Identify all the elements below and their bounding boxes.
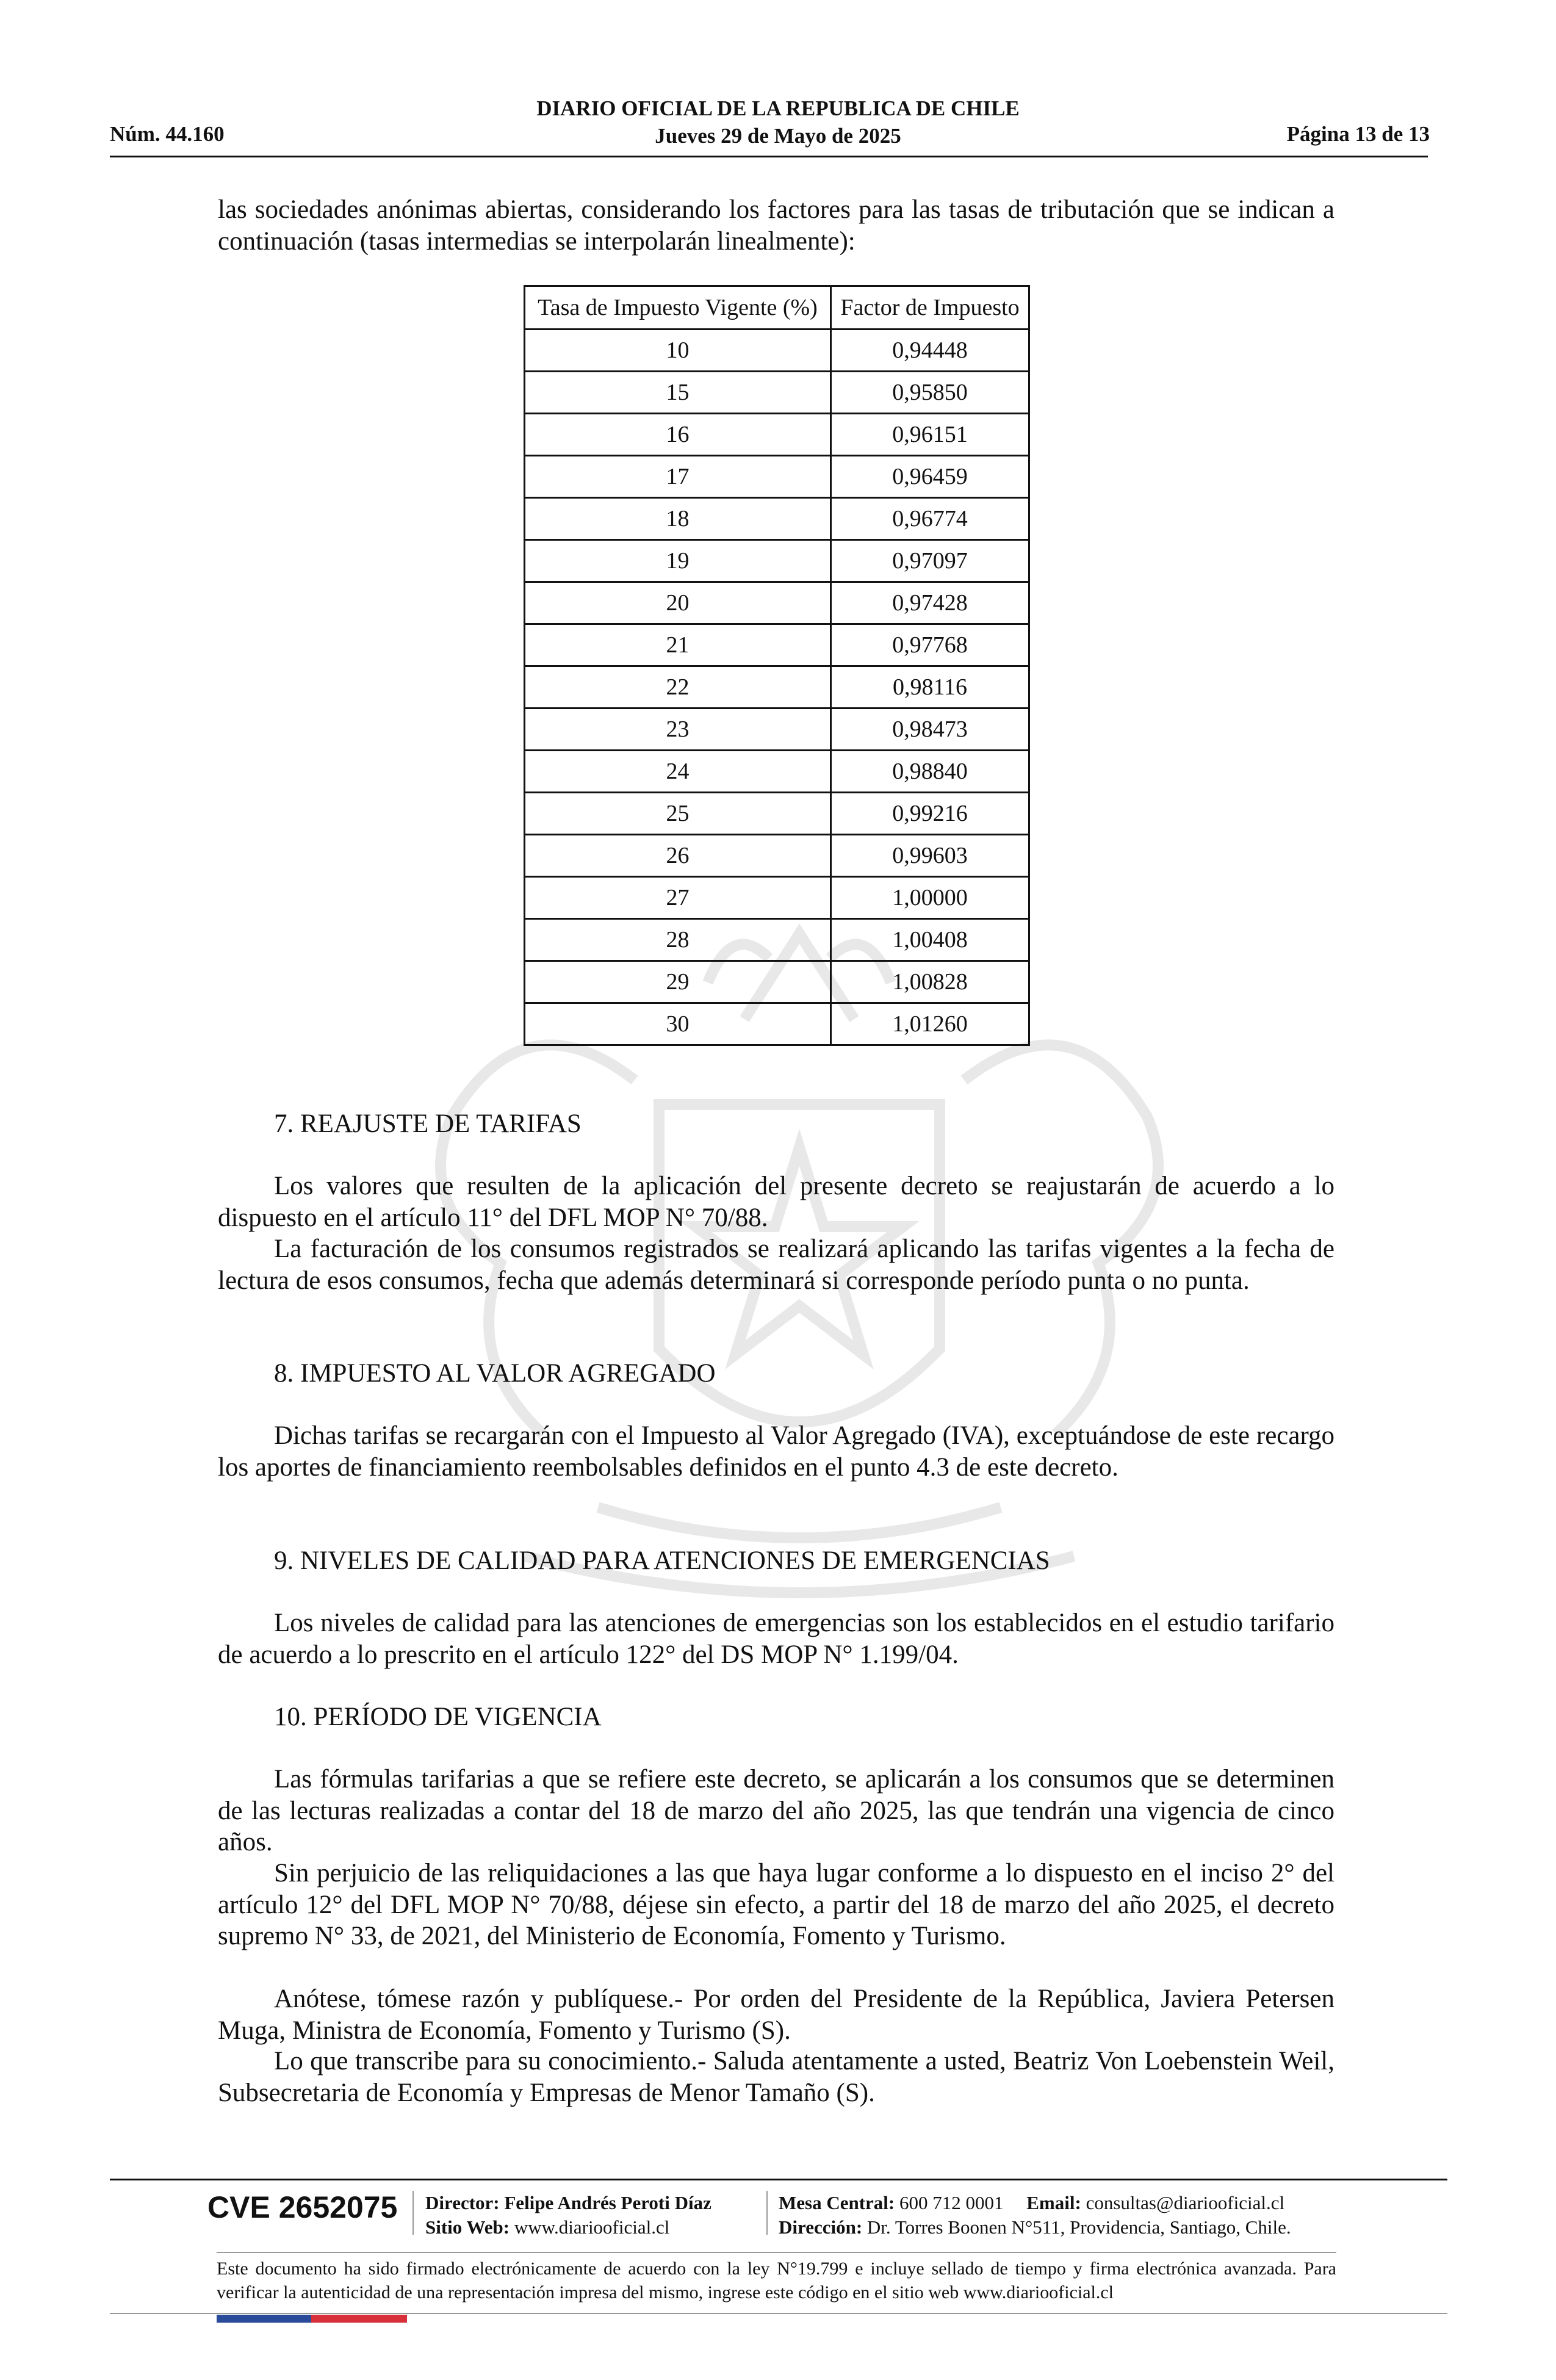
- footer-divider: [110, 2179, 1447, 2180]
- tax-rate-cell: 23: [525, 709, 831, 751]
- table-row: [525, 751, 1029, 793]
- publication-title: DIARIO OFICIAL DE LA REPUBLICA DE CHILE: [536, 96, 1020, 120]
- footer-separator: [412, 2191, 414, 2235]
- tax-factor-cell: 0,98840: [831, 751, 1029, 793]
- tax-factor-cell: 0,96459: [831, 456, 1029, 498]
- website-line: [425, 2215, 669, 2240]
- table-row: [525, 624, 1029, 666]
- tax-rate-cell: 18: [525, 498, 831, 540]
- tax-rate-cell: 29: [525, 961, 831, 1003]
- mesa-central-phone: 600 712 0001: [899, 2192, 1004, 2213]
- tax-rate-cell: 20: [525, 582, 831, 624]
- email-link[interactable]: consultas@diariooficial.cl: [1086, 2192, 1285, 2213]
- tax-factor-cell: 0,99603: [831, 835, 1029, 877]
- tax-factor-cell: 0,99216: [831, 793, 1029, 835]
- footer-bottom-divider: [110, 2313, 1447, 2314]
- table-row: [525, 709, 1029, 751]
- closing-paragraph-1: Anótese, tómese razón y publíquese.- Por orden del Presidente de la República, Javiera Petersen Muga, Ministra de Economía, Fomento y Turismo (S).: [218, 1985, 1334, 2045]
- table-row: [525, 330, 1029, 372]
- electronic-signature-note: Este documento ha sido firmado electrónicamente de acuerdo con la ley N°19.799 e incluye sellado de tiempo y firma electrónica avanzada. Para verificar la autenticidad de una representación impresa del mismo, ingrese este código en el sitio web www.diariooficial.cl: [217, 2259, 1336, 2302]
- footer-inner-divider: [217, 2252, 1336, 2253]
- table-row: [525, 793, 1029, 835]
- table-row: [525, 835, 1029, 877]
- address-value: Dr. Torres Boonen N°511, Providencia, Santiago, Chile.: [866, 2216, 1291, 2238]
- table-row: [525, 919, 1029, 961]
- cve-code: CVE 2652075: [207, 2190, 398, 2224]
- flag-stripe-blue: [217, 2315, 311, 2323]
- section-9-paragraph-1: Los niveles de calidad para las atenciones de emergencias son los establecidos en el estudio tarifario de acuerdo a lo prescrito en el artículo 122° del DS MOP N° 1.199/04.: [218, 1609, 1334, 1669]
- tax-factor-cell: 0,96151: [831, 414, 1029, 456]
- tax-rate-cell: 17: [525, 456, 831, 498]
- table-row: [525, 1003, 1029, 1045]
- tax-rate-cell: 15: [525, 372, 831, 414]
- email-label: Email:: [1026, 2192, 1081, 2213]
- tax-factor-cell: 1,00000: [831, 877, 1029, 919]
- section-heading-7: 7. REAJUSTE DE TARIFAS: [274, 1109, 582, 1138]
- intro-paragraph: las sociedades anónimas abiertas, considerando los factores para las tasas de tributación que se indican a continuación (tasas intermedias se interpolarán linealmente):: [218, 195, 1334, 256]
- tax-rate-cell: 24: [525, 751, 831, 793]
- tax-factor-cell: 1,01260: [831, 1003, 1029, 1045]
- section-heading-9: 9. NIVELES DE CALIDAD PARA ATENCIONES DE EMERGENCIAS: [274, 1546, 1050, 1575]
- tax-rate-cell: 22: [525, 666, 831, 709]
- table-row: [525, 666, 1029, 709]
- tax-rate-cell: 26: [525, 835, 831, 877]
- issue-number: Núm. 44.160: [110, 122, 225, 146]
- tax-rate-cell: 25: [525, 793, 831, 835]
- section-8-paragraph-1: Dichas tarifas se recargarán con el Impuesto al Valor Agregado (IVA), exceptuándose de este recargo los aportes de financiamiento reembolsables definidos en el punto 4.3 de este decreto.: [218, 1421, 1334, 1482]
- tax-rate-cell: 16: [525, 414, 831, 456]
- column-header: Tasa de Impuesto Vigente (%): [525, 286, 831, 330]
- tax-factor-cell: 1,00408: [831, 919, 1029, 961]
- table-row: [525, 961, 1029, 1003]
- tax-factor-cell: 0,97428: [831, 582, 1029, 624]
- address-label: Dirección:: [779, 2216, 863, 2238]
- tax-factor-table: [524, 285, 1030, 1046]
- contact-line: [779, 2191, 1284, 2215]
- tax-factor-cell: 0,98116: [831, 666, 1029, 709]
- closing-paragraph-2: Lo que transcribe para su conocimiento.- Saluda atentamente a usted, Beatriz Von Loebenstein Weil, Subsecretaria de Economía y Empresas de Menor Tamaño (S).: [218, 2047, 1334, 2107]
- tax-rate-cell: 10: [525, 330, 831, 372]
- flag-stripe-red: [311, 2315, 407, 2323]
- table-row: [525, 414, 1029, 456]
- footer-separator: [766, 2191, 768, 2235]
- director-name: Felipe Andrés Peroti Díaz: [504, 2192, 711, 2213]
- table-header-row: [525, 286, 1029, 330]
- website-label: Sitio Web:: [425, 2216, 510, 2238]
- tax-rate-cell: 28: [525, 919, 831, 961]
- table-row: [525, 582, 1029, 624]
- tax-factor-cell: 0,97097: [831, 540, 1029, 582]
- tax-rate-cell: 19: [525, 540, 831, 582]
- tax-rate-cell: 30: [525, 1003, 831, 1045]
- mesa-central-label: Mesa Central:: [779, 2192, 895, 2213]
- page-indicator: Página 13 de 13: [1286, 122, 1430, 146]
- director-label: Director:: [425, 2192, 500, 2213]
- section-7-paragraph-1: Los valores que resulten de la aplicación del presente decreto se reajustarán de acuerdo a lo dispuesto en el artículo 11° del DFL MOP N° 70/88.: [218, 1172, 1334, 1232]
- section-10-paragraph-1: Las fórmulas tarifarias a que se refiere este decreto, se aplicarán a los consumos que se determinen de las lecturas realizadas a contar del 18 de marzo del año 2025, las que tendrán una vigencia de cinco años.: [218, 1765, 1334, 1856]
- column-header: Factor de Impuesto: [831, 286, 1029, 330]
- tax-factor-cell: 0,94448: [831, 330, 1029, 372]
- website-link[interactable]: www.diariooficial.cl: [514, 2216, 670, 2238]
- address-line: [779, 2215, 1291, 2240]
- section-7-paragraph-2: La facturación de los consumos registrados se realizará aplicando las tarifas vigentes a la fecha de lectura de esos consumos, fecha que además determinará si corresponde período punta o no punta.: [218, 1235, 1334, 1295]
- tax-factor-cell: 0,97768: [831, 624, 1029, 666]
- tax-factor-cell: 1,00828: [831, 961, 1029, 1003]
- header-divider: [110, 156, 1428, 157]
- tax-factor-cell: 0,95850: [831, 372, 1029, 414]
- table-row: [525, 540, 1029, 582]
- tax-rate-cell: 21: [525, 624, 831, 666]
- section-10-paragraph-2: Sin perjuicio de las reliquidaciones a las que haya lugar conforme a lo dispuesto en el inciso 2° del artículo 12° del DFL MOP N° 70/88, déjese sin efecto, a partir del 18 de marzo del año 2025, el decreto supremo N° 33, de 2021, del Ministerio de Economía, Fomento y Turismo.: [218, 1859, 1334, 1950]
- table-row: [525, 877, 1029, 919]
- publication-date: Jueves 29 de Mayo de 2025: [655, 124, 901, 148]
- table-row: [525, 498, 1029, 540]
- table-row: [525, 372, 1029, 414]
- tax-factor-cell: 0,98473: [831, 709, 1029, 751]
- tax-factor-cell: 0,96774: [831, 498, 1029, 540]
- director-line: [425, 2191, 711, 2215]
- section-heading-8: 8. IMPUESTO AL VALOR AGREGADO: [274, 1359, 716, 1388]
- tax-rate-cell: 27: [525, 877, 831, 919]
- table-row: [525, 456, 1029, 498]
- section-heading-10: 10. PERÍODO DE VIGENCIA: [274, 1703, 602, 1731]
